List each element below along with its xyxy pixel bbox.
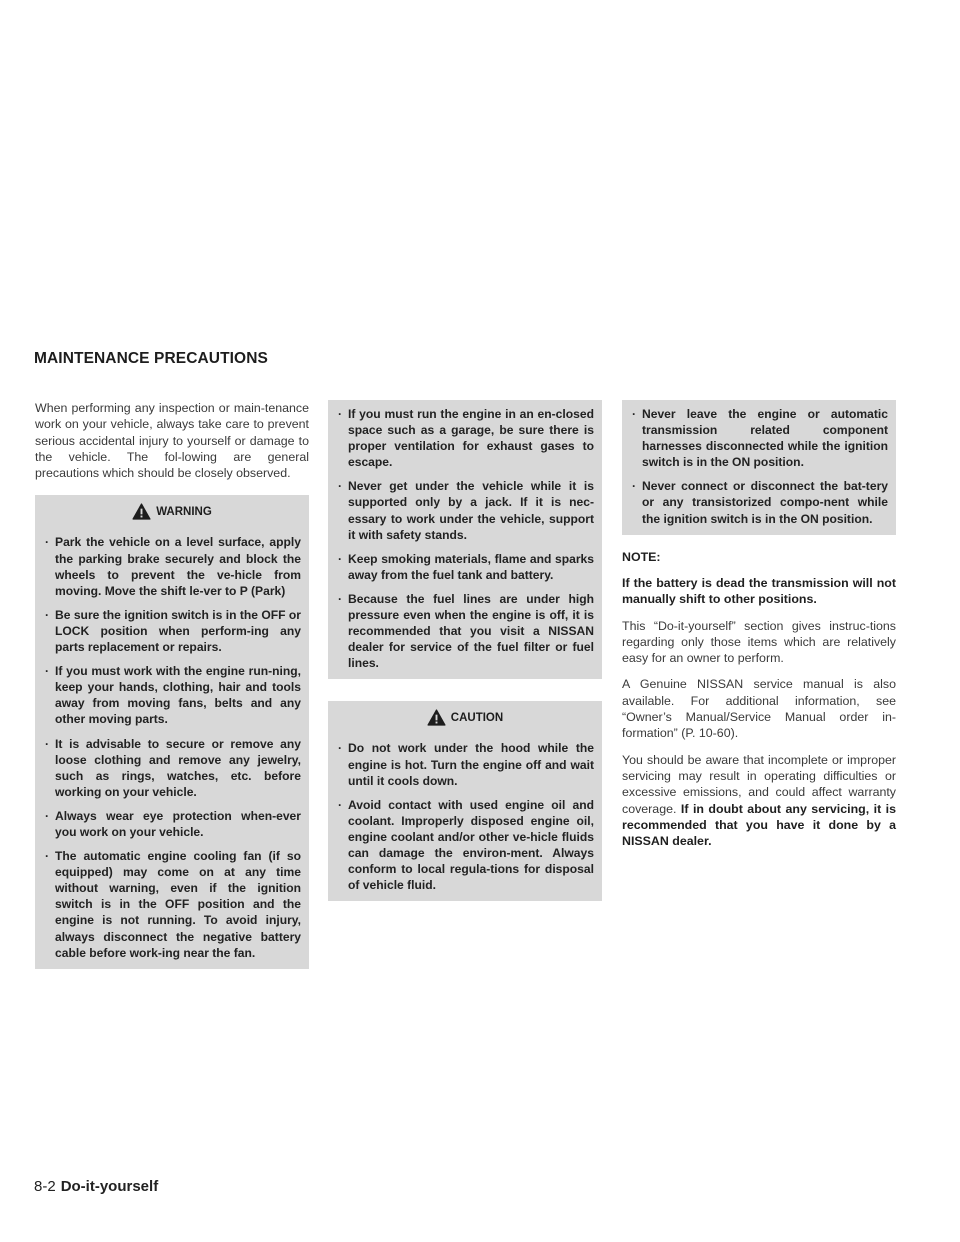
page-number: 8-2 (34, 1178, 56, 1195)
warning-box (35, 495, 309, 968)
note-bold-text: If the battery is dead the transmission will not manually shift to other positions. (622, 575, 896, 607)
caution-box (328, 701, 602, 901)
warning-item: · If you must work with the engine run-ning, keep your hands, clothing, hair and tools away from moving fans, belts and any other moving parts. (45, 664, 301, 727)
caution-label: CAUTION (450, 711, 504, 724)
intro-paragraph: When performing any inspection or main-tenance work on your vehicle, always take care to prevent serious accidental injury to yourself or damage to the vehicle. The fol-lowing are general precautions which should be closely observed. (35, 401, 309, 481)
note-paragraph-3-bold: If in doubt about any servicing, it is recommended that you have it done by a NISSAN dealer. (622, 801, 897, 849)
warning-box-continued (328, 400, 602, 679)
column-3 (622, 400, 896, 859)
warning-triangle-icon (427, 709, 446, 726)
caution-item: · Never leave the engine or automatic transmission related component harnesses disconnected while the ignition switch is in the ON position. (632, 407, 888, 470)
caution-list-part2 (630, 406, 888, 527)
note-heading: NOTE: (622, 549, 661, 564)
caution-header (336, 709, 594, 726)
chapter-name: Do-it-yourself (60, 1178, 159, 1195)
caution-item: · Never connect or disconnect the bat-tery or any transistorized compo-nent while the ignition switch is in the ON position. (632, 479, 888, 526)
warning-triangle-icon (132, 503, 151, 520)
warning-item: · It is advisable to secure or remove any loose clothing and remove any jewelry, such as rings, watches, etc. before working on your vehicle. (45, 736, 301, 799)
section-title: MAINTENANCE PRECAUTIONS (34, 350, 268, 367)
warning-header (43, 503, 301, 520)
note-paragraph-1: This “Do-it-yourself” section gives instruc-tions regarding only those items which are relatively easy for an owner to perform. (622, 618, 896, 666)
warning-label: WARNING (156, 505, 212, 518)
note-paragraph-3: You should be aware that incomplete or improper servicing may result in operating difficulties or excessive emissions, and could affect warranty coverage. If in doubt about any servicing, it is recommended that you have it done by a NISSAN dealer. (622, 752, 897, 849)
column-2 (328, 400, 602, 901)
warning-item: · Keep smoking materials, flame and sparks away from the fuel tank and battery. (338, 551, 594, 582)
page-footer (34, 1178, 158, 1195)
warning-list-part1 (43, 534, 301, 960)
caution-item: · Do not work under the hood while the engine is hot. Turn the engine off and wait until it cools down. (338, 741, 594, 788)
warning-list-part2 (336, 406, 594, 671)
warning-item: · Never get under the vehicle while it is supported only by a jack. If it is nec-essary to work under the vehicle, support it with safety stands. (338, 479, 594, 542)
warning-item: · The automatic engine cooling fan (if so equipped) may come on at any time without warning, even if the ignition switch is in the OFF position and the engine is not running. To avoid injury, always disconnect the negative battery cable before work-ing near the fan. (45, 849, 301, 960)
warning-item: · Because the fuel lines are under high pressure even when the engine is off, it is recommended that you visit a NISSAN dealer for service of the fuel filter or fuel lines. (338, 591, 594, 671)
caution-box-continued (622, 400, 896, 535)
warning-item: · Park the vehicle on a level surface, apply the parking brake securely and block the wheels to prevent the ve-hicle from moving. Move the shift le-ver to P (Park) (45, 535, 301, 598)
note-paragraph-2: A Genuine NISSAN service manual is also available. For additional information, see “Owner’s Manual/Service Manual order in-formation” (P. 10-60). (622, 677, 896, 741)
warning-item: · Always wear eye protection when-ever you work on your vehicle. (45, 808, 301, 839)
warning-item: · If you must run the engine in an en-closed space such as a garage, be sure there is proper ventilation for exhaust gases to escape. (338, 407, 594, 470)
warning-item: · Be sure the ignition switch is in the OFF or LOCK position when perform-ing any parts replacement or repairs. (45, 607, 301, 655)
caution-list-part1 (336, 740, 594, 893)
caution-item: · Avoid contact with used engine oil and coolant. Improperly disposed engine oil, engine coolant and/or other ve-hicle fluids can damage the environ-ment. Always conform to local regula-tions for disposal of vehicle fluid. (338, 797, 594, 893)
column-1 (35, 400, 309, 969)
